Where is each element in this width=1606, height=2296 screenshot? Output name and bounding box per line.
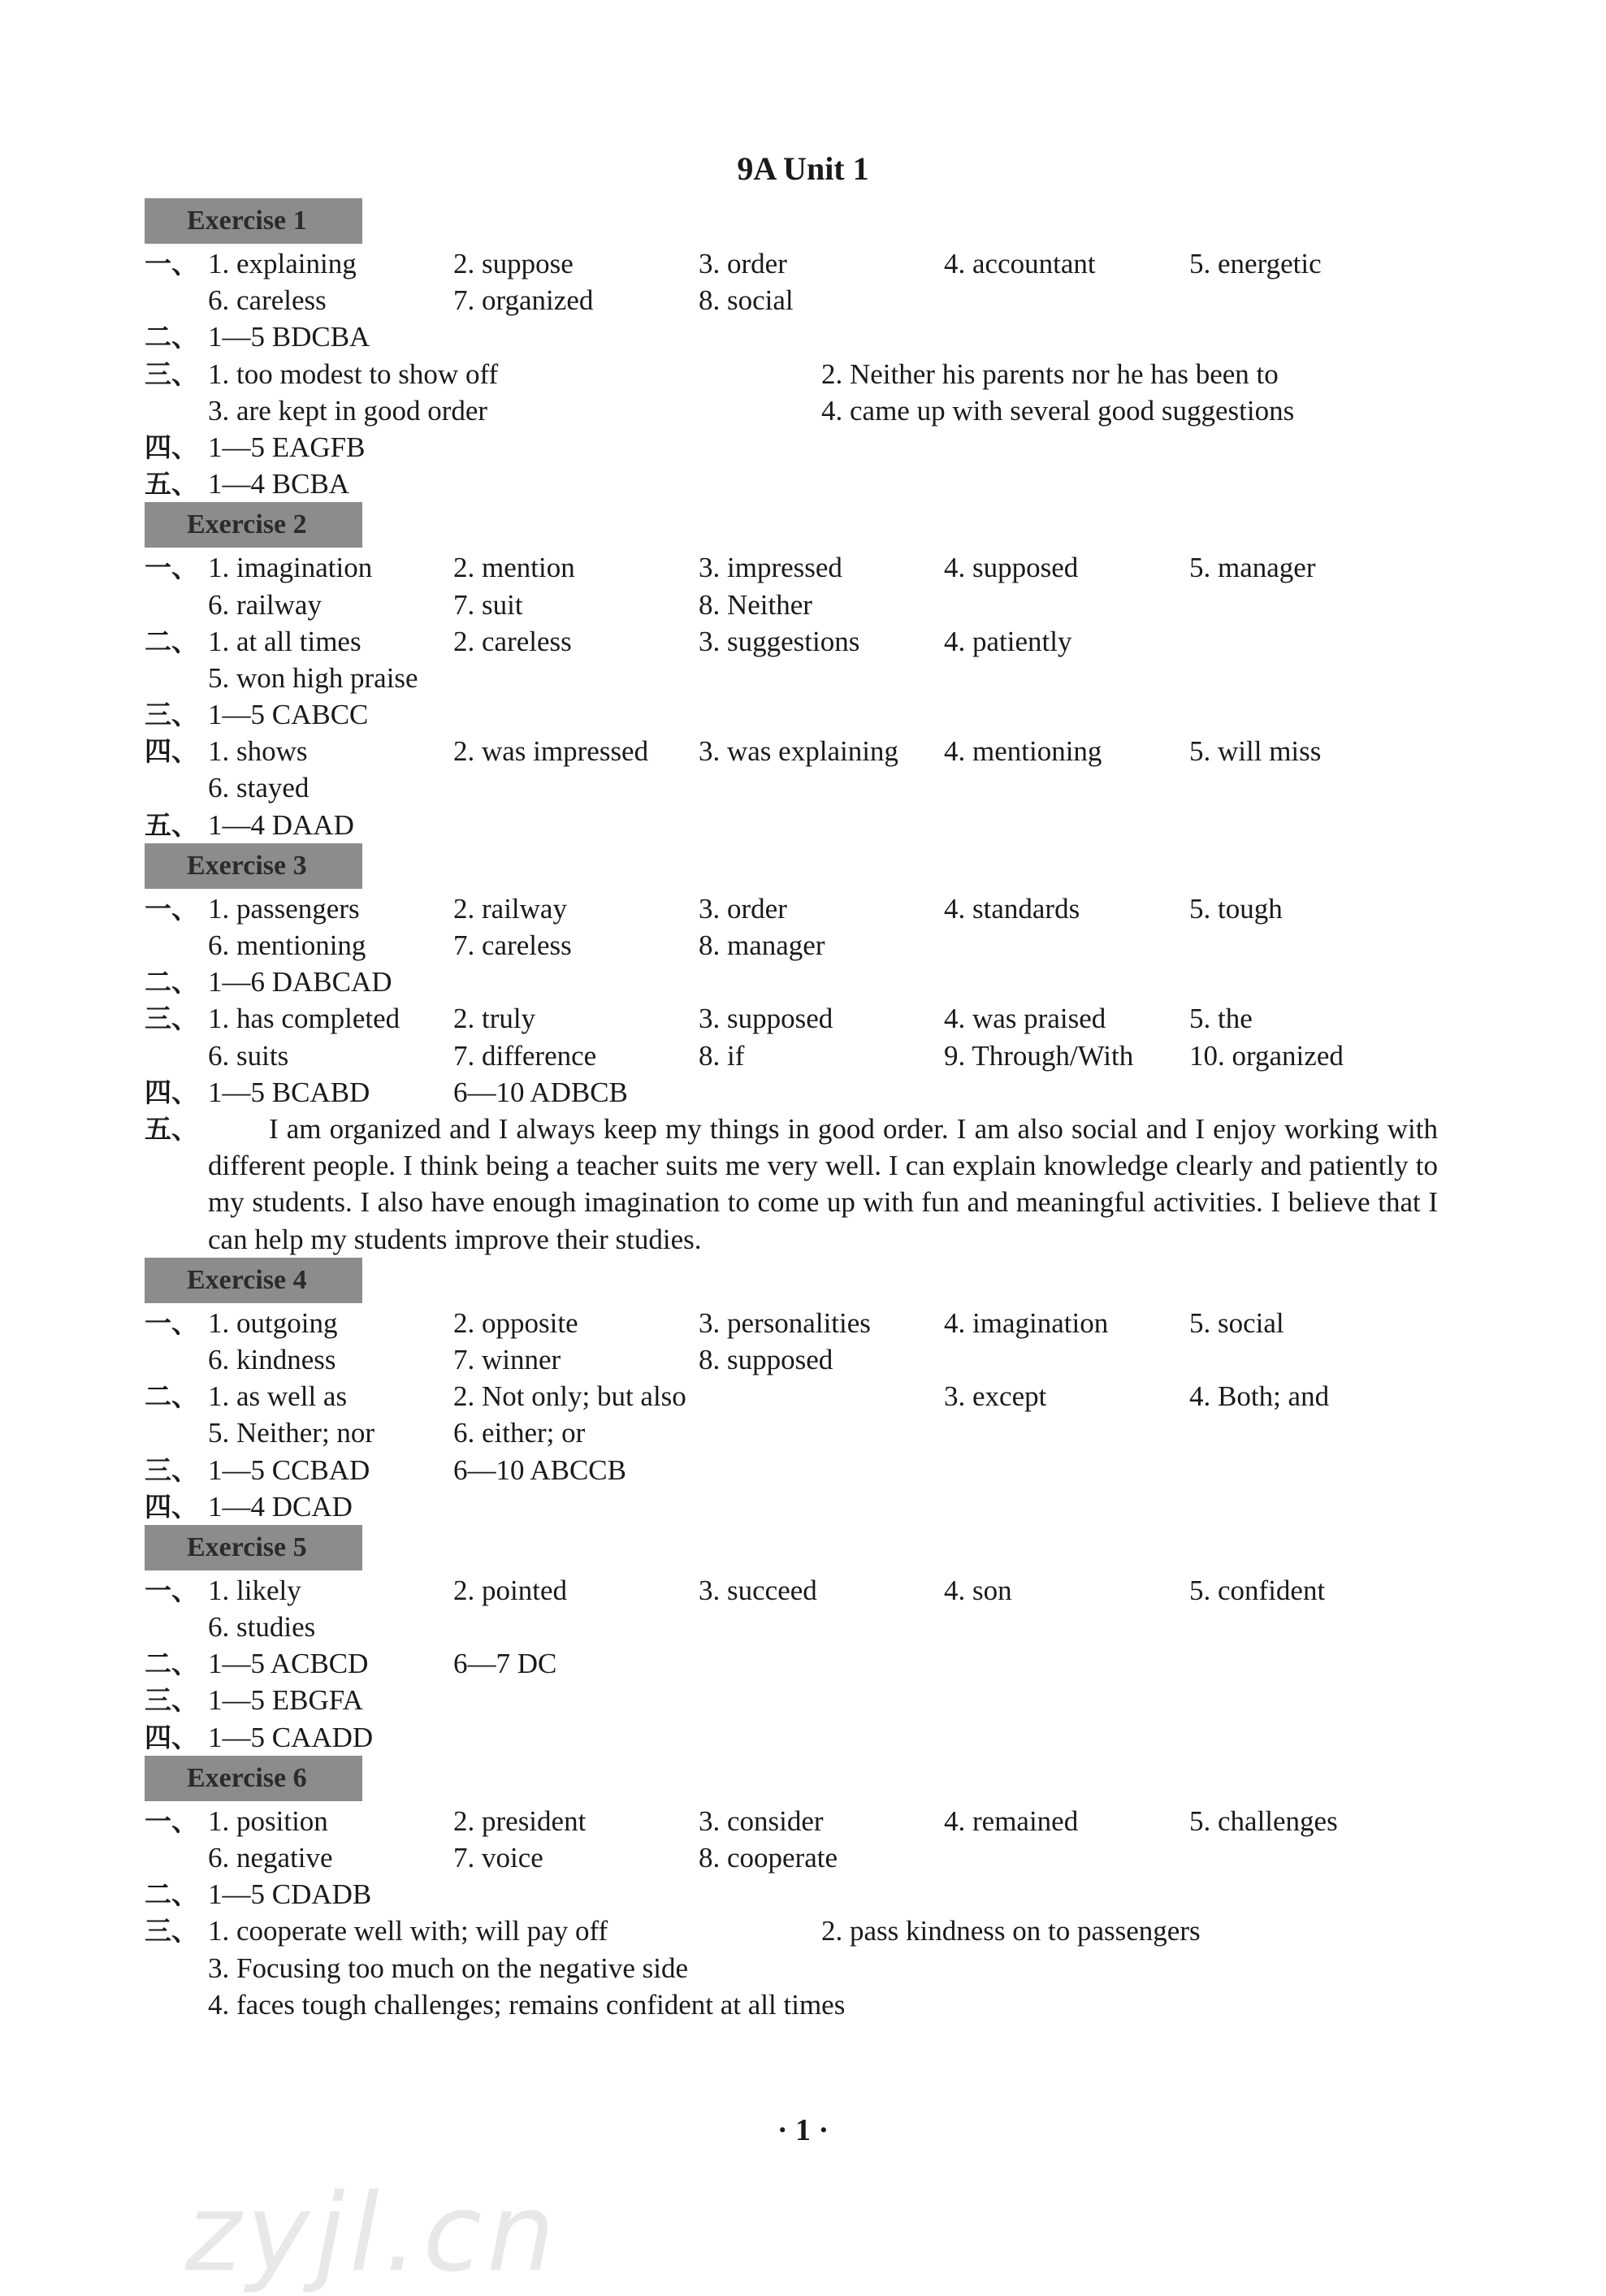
answer-line <box>145 587 1444 623</box>
answer-item: 3. Focusing too much on the negative side <box>208 1952 689 1984</box>
answer-item: 1. position <box>208 1804 328 1837</box>
answer-line <box>145 696 1444 733</box>
answer-line <box>145 1074 1444 1111</box>
answer-item: 5. social <box>1189 1306 1284 1339</box>
answer-item: 2. mention <box>453 552 575 584</box>
answer-item: 7. winner <box>453 1343 561 1375</box>
section-number: 四、 <box>145 1076 198 1108</box>
section-number <box>145 587 208 623</box>
answer-item: 4. patiently <box>944 625 1072 657</box>
answer-line <box>145 429 1444 466</box>
answer-line <box>145 1488 1444 1525</box>
answer-item: 3. suggestions <box>699 625 860 657</box>
answer-cells <box>208 1378 1444 1414</box>
answer-item: 2. careless <box>453 625 572 657</box>
answer-item: 9. Through/With <box>944 1039 1134 1072</box>
section-number <box>145 1950 208 1986</box>
answer-paragraph: I am organized and I always keep my things in good order. I am also social and I enjoy working with different people. I think being a teacher suits me very well. I can explain knowledge clearly and patiently to my students. I also have enough imagination to come up with fun and meaningful activities. I believe that I can help my students improve their studies. <box>208 1112 1438 1255</box>
answer-item: 6—10 ABCCB <box>453 1453 626 1486</box>
answer-item: 5. won high praise <box>208 661 418 694</box>
answer-line <box>145 1414 1444 1451</box>
answer-cells <box>208 1986 1444 2023</box>
answer-item: 1—6 DABCAD <box>208 966 392 999</box>
answer-item: 4. was praised <box>944 1003 1106 1035</box>
answer-item: 5. will miss <box>1189 735 1322 768</box>
answer-item: 4. faces tough challenges; remains confident at all times <box>208 1988 846 2021</box>
answer-item: 1—4 DAAD <box>208 808 354 841</box>
answer-item: 4. standards <box>944 892 1080 925</box>
answer-item: 5. manager <box>1189 552 1316 584</box>
answer-line <box>145 1682 1444 1718</box>
answer-item: 10. organized <box>1189 1039 1344 1072</box>
answer-item: 5. confident <box>1189 1574 1326 1606</box>
answer-item: 5. the <box>1189 1003 1253 1035</box>
section-number: 一、 <box>145 248 198 279</box>
answer-cells <box>208 696 1444 733</box>
answer-cells <box>208 1452 1444 1488</box>
section-number <box>145 1341 208 1378</box>
answer-cells <box>208 1038 1444 1074</box>
exercise-header: Exercise 4 <box>145 1258 362 1303</box>
answer-line <box>145 623 1444 660</box>
section-number <box>145 769 208 806</box>
section-number: 一、 <box>145 1804 198 1837</box>
answer-item: 1. passengers <box>208 892 360 925</box>
answer-item: 7. difference <box>453 1039 597 1072</box>
section-number <box>145 1038 208 1074</box>
answer-cells <box>208 356 1444 392</box>
answer-item: 5. challenges <box>1189 1804 1338 1837</box>
answer-line <box>145 282 1444 318</box>
answer-cells <box>208 1074 1444 1111</box>
section-number: 三、 <box>145 1915 198 1947</box>
answer-item: 1. explaining <box>208 248 357 279</box>
exercise-list <box>145 198 1444 2023</box>
answer-item: 3. order <box>699 892 787 925</box>
section-number <box>145 1414 208 1451</box>
answer-cells <box>208 660 1444 696</box>
answer-line <box>145 890 1444 927</box>
answer-item: 1—5 CAADD <box>208 1721 374 1753</box>
answer-item: 6. railway <box>208 588 322 621</box>
answer-item: 5. energetic <box>1189 248 1322 279</box>
answer-cells <box>208 1305 1444 1341</box>
answer-line <box>145 1341 1444 1378</box>
answer-cells <box>208 549 1444 586</box>
answer-item: 2. truly <box>453 1003 536 1035</box>
answer-item: 3. supposed <box>699 1003 833 1035</box>
answer-cells <box>208 1414 1444 1451</box>
answer-line <box>145 356 1444 392</box>
answer-cells <box>208 733 1444 769</box>
exercise-section <box>145 1525 1444 1756</box>
exercise-section <box>145 843 1444 1258</box>
section-number: 一、 <box>145 892 198 925</box>
answer-item: 4. accountant <box>944 248 1096 279</box>
answer-cells <box>208 282 1444 318</box>
answer-line <box>145 1839 1444 1876</box>
answer-cells <box>208 1803 1444 1839</box>
answer-item: 2. was impressed <box>453 735 649 768</box>
answer-item: 1—5 CCBAD <box>208 1453 370 1486</box>
answer-item: 1. as well as <box>208 1380 348 1413</box>
answer-cells <box>208 1488 1444 1525</box>
answer-item: 3. consider <box>699 1804 824 1837</box>
answer-item: 1. likely <box>208 1574 301 1606</box>
answer-item: 1. shows <box>208 735 308 768</box>
answer-line <box>145 1645 1444 1682</box>
exercise-header: Exercise 1 <box>145 198 362 244</box>
answer-item: 3. order <box>699 248 787 279</box>
answer-item: 6. mentioning <box>208 929 366 961</box>
answer-line <box>145 769 1444 806</box>
section-number: 一、 <box>145 1574 198 1606</box>
section-number: 五、 <box>145 468 198 500</box>
exercise-section <box>145 198 1444 502</box>
answer-item: 4. came up with several good suggestions <box>821 394 1295 427</box>
exercise-header: Exercise 5 <box>145 1525 362 1570</box>
exercise-section <box>145 502 1444 843</box>
answer-item: 2. president <box>453 1804 587 1837</box>
section-number: 四、 <box>145 1721 198 1753</box>
answer-item: 1—5 EAGFB <box>208 431 366 463</box>
answer-item: 1. has completed <box>208 1003 400 1035</box>
answer-item: 1—5 BCABD <box>208 1076 370 1108</box>
answer-line <box>145 1913 1444 1949</box>
answer-line <box>145 1609 1444 1645</box>
answer-line <box>145 318 1444 355</box>
answer-item: 2. suppose <box>453 248 574 279</box>
answer-cells <box>208 318 1444 355</box>
section-number: 三、 <box>145 1003 198 1035</box>
answer-cells <box>208 1572 1444 1609</box>
answer-item: 4. son <box>944 1574 1012 1606</box>
answer-line <box>145 1000 1444 1037</box>
answer-line <box>145 1719 1444 1756</box>
section-number <box>145 1986 208 2023</box>
answer-item: 3. impressed <box>699 552 842 584</box>
answer-item: 7. organized <box>453 284 594 317</box>
answer-line <box>145 1378 1444 1414</box>
answer-item: 8. cooperate <box>699 1842 838 1874</box>
answer-item: 1—5 EBGFA <box>208 1684 363 1717</box>
answer-cells <box>208 623 1444 660</box>
answer-item: 5. tough <box>1189 892 1283 925</box>
answer-item <box>699 1378 944 1414</box>
answer-item: 8. manager <box>699 929 825 961</box>
answer-line <box>145 1950 1444 1986</box>
section-number: 二、 <box>145 321 198 353</box>
answer-line <box>145 549 1444 586</box>
answer-item: 3. are kept in good order <box>208 394 488 427</box>
answer-cells <box>208 927 1444 964</box>
section-number <box>145 660 208 696</box>
answer-line <box>145 1986 1444 2023</box>
answer-line <box>145 245 1444 282</box>
section-number: 二、 <box>145 1648 198 1680</box>
section-number: 三、 <box>145 357 198 390</box>
answer-item: 2. pointed <box>453 1574 567 1606</box>
answer-line <box>145 1038 1444 1074</box>
answer-cells <box>208 1839 1444 1876</box>
exercise-section <box>145 1756 1444 2023</box>
section-number: 一、 <box>145 552 198 584</box>
section-number: 五、 <box>145 808 198 841</box>
answer-item: 2. Not only; but also <box>453 1380 686 1413</box>
answer-item: 3. personalities <box>699 1306 871 1339</box>
answer-item: 6. careless <box>208 284 327 317</box>
answer-item: 6. stayed <box>208 772 310 804</box>
watermark: zyjl.cn <box>185 2171 560 2296</box>
answer-item: 4. remained <box>944 1804 1079 1837</box>
answer-cells <box>208 466 1444 502</box>
answer-cells <box>208 1950 1444 1986</box>
answer-cells <box>208 1645 1444 1682</box>
answer-item: 1. imagination <box>208 552 373 584</box>
answer-item: 6—10 ADBCB <box>453 1076 628 1108</box>
answer-item: 1—4 BCBA <box>208 468 350 500</box>
section-number <box>145 282 208 318</box>
answer-item: 2. railway <box>453 892 567 925</box>
answer-line <box>145 1803 1444 1839</box>
exercise-header: Exercise 2 <box>145 502 362 548</box>
answer-item: 2. Neither his parents nor he has been to <box>821 357 1279 390</box>
answer-item: 6. suits <box>208 1039 289 1072</box>
answer-cells <box>208 429 1444 466</box>
answer-cells <box>208 807 1444 843</box>
answer-item: 1—4 DCAD <box>208 1490 353 1523</box>
answer-line <box>145 466 1444 502</box>
section-number: 三、 <box>145 1684 198 1717</box>
section-number <box>145 392 208 429</box>
answer-item: 3. succeed <box>699 1574 817 1606</box>
answer-cells <box>208 587 1444 623</box>
answer-cells <box>208 1000 1444 1037</box>
answer-item: 3. was explaining <box>699 735 898 768</box>
section-number: 一、 <box>145 1306 198 1339</box>
answer-item: 6. either; or <box>453 1417 586 1449</box>
section-number: 三、 <box>145 699 198 731</box>
answer-cells <box>208 245 1444 282</box>
answer-item: 1. at all times <box>208 625 361 657</box>
answer-item: 7. voice <box>453 1842 543 1874</box>
answer-item: 7. careless <box>453 929 572 961</box>
section-number <box>145 927 208 964</box>
exercise-header: Exercise 3 <box>145 843 362 889</box>
section-number: 二、 <box>145 625 198 657</box>
section-number <box>145 1609 208 1645</box>
answer-item: 4. Both; and <box>1189 1380 1330 1413</box>
answer-line <box>145 660 1444 696</box>
answer-item: 1. cooperate well with; will pay off <box>208 1915 608 1947</box>
page-number: · 1 · <box>777 2113 829 2147</box>
answer-cells <box>208 1682 1444 1718</box>
answer-item: 6. studies <box>208 1611 316 1644</box>
answer-cells <box>208 1913 1444 1949</box>
answer-item: 1—5 CABCC <box>208 699 369 731</box>
section-number: 二、 <box>145 966 198 999</box>
answer-item: 4. imagination <box>944 1306 1109 1339</box>
answer-item: 2. opposite <box>453 1306 578 1339</box>
answer-line <box>145 733 1444 769</box>
answer-cells <box>208 769 1444 806</box>
answer-item: 8. social <box>699 284 794 317</box>
answer-item: 1—5 CDADB <box>208 1878 372 1911</box>
answer-cells <box>208 1876 1444 1913</box>
answer-cells <box>208 392 1444 429</box>
answer-line <box>145 1572 1444 1609</box>
answer-item: 8. Neither <box>699 588 812 621</box>
exercise-header: Exercise 6 <box>145 1756 362 1801</box>
section-number <box>145 1839 208 1876</box>
answer-line <box>145 1452 1444 1488</box>
answer-cells <box>208 1719 1444 1756</box>
answer-line <box>145 392 1444 429</box>
answer-item: 2. pass kindness on to passengers <box>821 1915 1201 1947</box>
answer-paragraph-block <box>145 1111 1438 1258</box>
answer-item: 6—7 DC <box>453 1648 557 1680</box>
answer-line <box>145 807 1444 843</box>
exercise-section <box>145 1258 1444 1525</box>
answer-cells <box>208 1609 1444 1645</box>
answer-cells <box>208 964 1444 1000</box>
answer-line <box>145 927 1444 964</box>
section-number: 五、 <box>145 1112 198 1145</box>
answer-item: 4. mentioning <box>944 735 1102 768</box>
answer-item: 6. kindness <box>208 1343 336 1375</box>
answer-line <box>145 1305 1444 1341</box>
answer-line <box>145 1876 1444 1913</box>
answer-item: 1. too modest to show off <box>208 357 499 390</box>
section-number: 四、 <box>145 1490 198 1523</box>
section-number: 二、 <box>145 1878 198 1911</box>
answer-item: 6. negative <box>208 1842 333 1874</box>
answer-item: 8. supposed <box>699 1343 833 1375</box>
section-number: 四、 <box>145 431 198 463</box>
answer-item: 4. supposed <box>944 552 1079 584</box>
answer-item: 8. if <box>699 1039 745 1072</box>
answer-item: 3. except <box>944 1380 1047 1413</box>
section-number: 三、 <box>145 1453 198 1486</box>
section-number: 四、 <box>145 735 198 768</box>
answer-cells <box>208 890 1444 927</box>
section-number: 二、 <box>145 1380 198 1413</box>
answer-cells <box>208 1341 1444 1378</box>
page-title: 9A Unit 1 <box>737 150 869 187</box>
answer-line <box>145 964 1444 1000</box>
answer-item: 1. outgoing <box>208 1306 338 1339</box>
answer-item: 1—5 BDCBA <box>208 321 370 353</box>
answer-item: 5. Neither; nor <box>208 1417 375 1449</box>
answer-item: 7. suit <box>453 588 523 621</box>
answer-item: 1—5 ACBCD <box>208 1648 369 1680</box>
